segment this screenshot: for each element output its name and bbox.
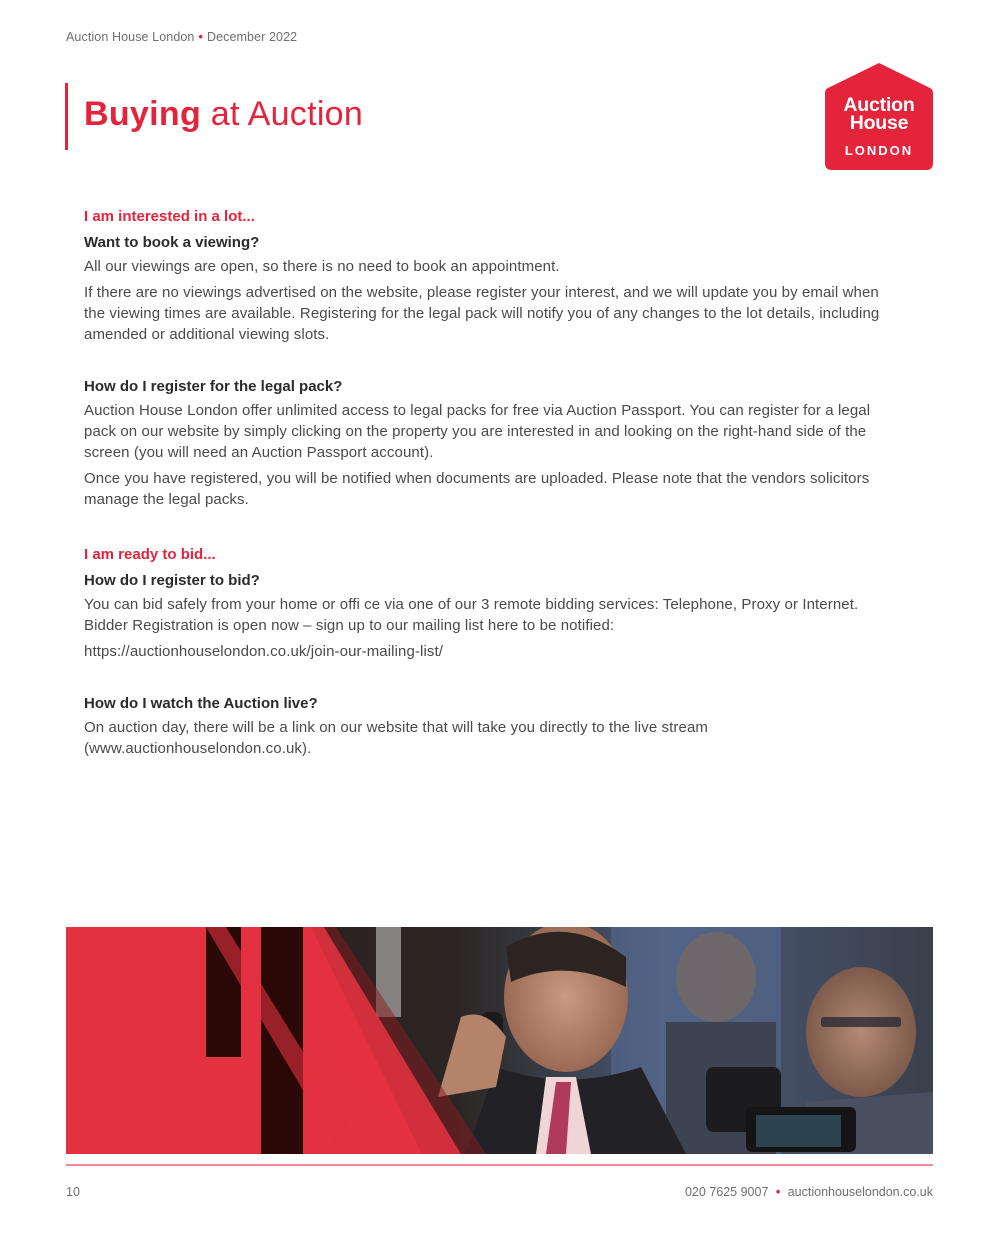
auction-house-logo	[824, 62, 934, 172]
running-header	[66, 30, 297, 44]
footer-phone: 020 7625 9007	[684, 1185, 769, 1199]
main-content	[84, 208, 884, 764]
answer-paragraph: All our viewings are open, so there is no need to book an appointment.	[84, 258, 560, 275]
footer-website[interactable]: auctionhouselondon.co.uk	[787, 1185, 933, 1199]
mailing-list-link[interactable]: https://auctionhouselondon.co.uk/join-our-mailing-list/	[84, 643, 444, 660]
section-ready-to-bid	[84, 546, 884, 759]
man-with-glasses-head	[806, 967, 916, 1097]
banner-graphic	[66, 927, 933, 1154]
footer-contact	[685, 1185, 933, 1199]
question: Want to book a viewing?	[84, 234, 260, 251]
separator-dot: •	[772, 1185, 784, 1199]
question: How do I watch the Auction live?	[84, 695, 318, 712]
question: How do I register for the legal pack?	[84, 378, 343, 395]
page-title	[84, 95, 363, 134]
header-date: December 2022	[206, 30, 298, 44]
faq-watch-live	[84, 695, 884, 759]
faq-legal-pack	[84, 378, 884, 510]
footer-rule	[66, 1164, 933, 1166]
logo-line-london: LONDON	[844, 143, 914, 158]
page-title-light: at Auction	[210, 95, 364, 133]
answer-paragraph: If there are no viewings advertised on the website, please register your interest, and we will update you by email when the viewing times are available. Registering for the legal pack will notify you of any changes to the lot details, including amended or additional viewing slots.	[84, 284, 880, 343]
question: How do I register to bid?	[84, 572, 260, 589]
faq-register-to-bid	[84, 572, 884, 662]
header-org: Auction House London	[66, 30, 195, 44]
answer-paragraph: Once you have registered, you will be notified when documents are uploaded. Please note that the vendors solicitors manage the legal packs.	[84, 470, 870, 508]
logo-text-top	[824, 96, 934, 132]
auction-room-photo-banner	[66, 927, 933, 1154]
answer-paragraph: You can bid safely from your home or offi ce via one of our 3 remote bidding services: Telephone, Proxy or Internet. Bidder Registration is open now – sign up to our mailing list here to be notified:	[84, 596, 859, 634]
faq-book-viewing	[84, 234, 884, 345]
logo-line-auction: Auction	[843, 94, 915, 116]
answer-paragraph: On auction day, there will be a link on our website that will take you directly to the live stream (www.auctionhouselondon.co.uk).	[84, 719, 708, 757]
answer-paragraph: Auction House London offer unlimited access to legal packs for free via Auction Passport. You can register for a legal pack on our website by simply clicking on the property you are interested in and looking on the right-hand side of the screen (you will need an Auction Passport account).	[84, 402, 871, 461]
page-title-bold: Buying	[84, 95, 202, 133]
separator-dot: •	[198, 30, 203, 44]
section-heading: I am ready to bid...	[84, 546, 216, 563]
section-interested	[84, 208, 884, 510]
section-heading: I am interested in a lot...	[84, 208, 255, 225]
page-number: 10	[66, 1185, 80, 1199]
logo-line-house: House	[849, 112, 909, 134]
background-person-head	[676, 932, 756, 1022]
title-accent-bar	[65, 83, 68, 150]
